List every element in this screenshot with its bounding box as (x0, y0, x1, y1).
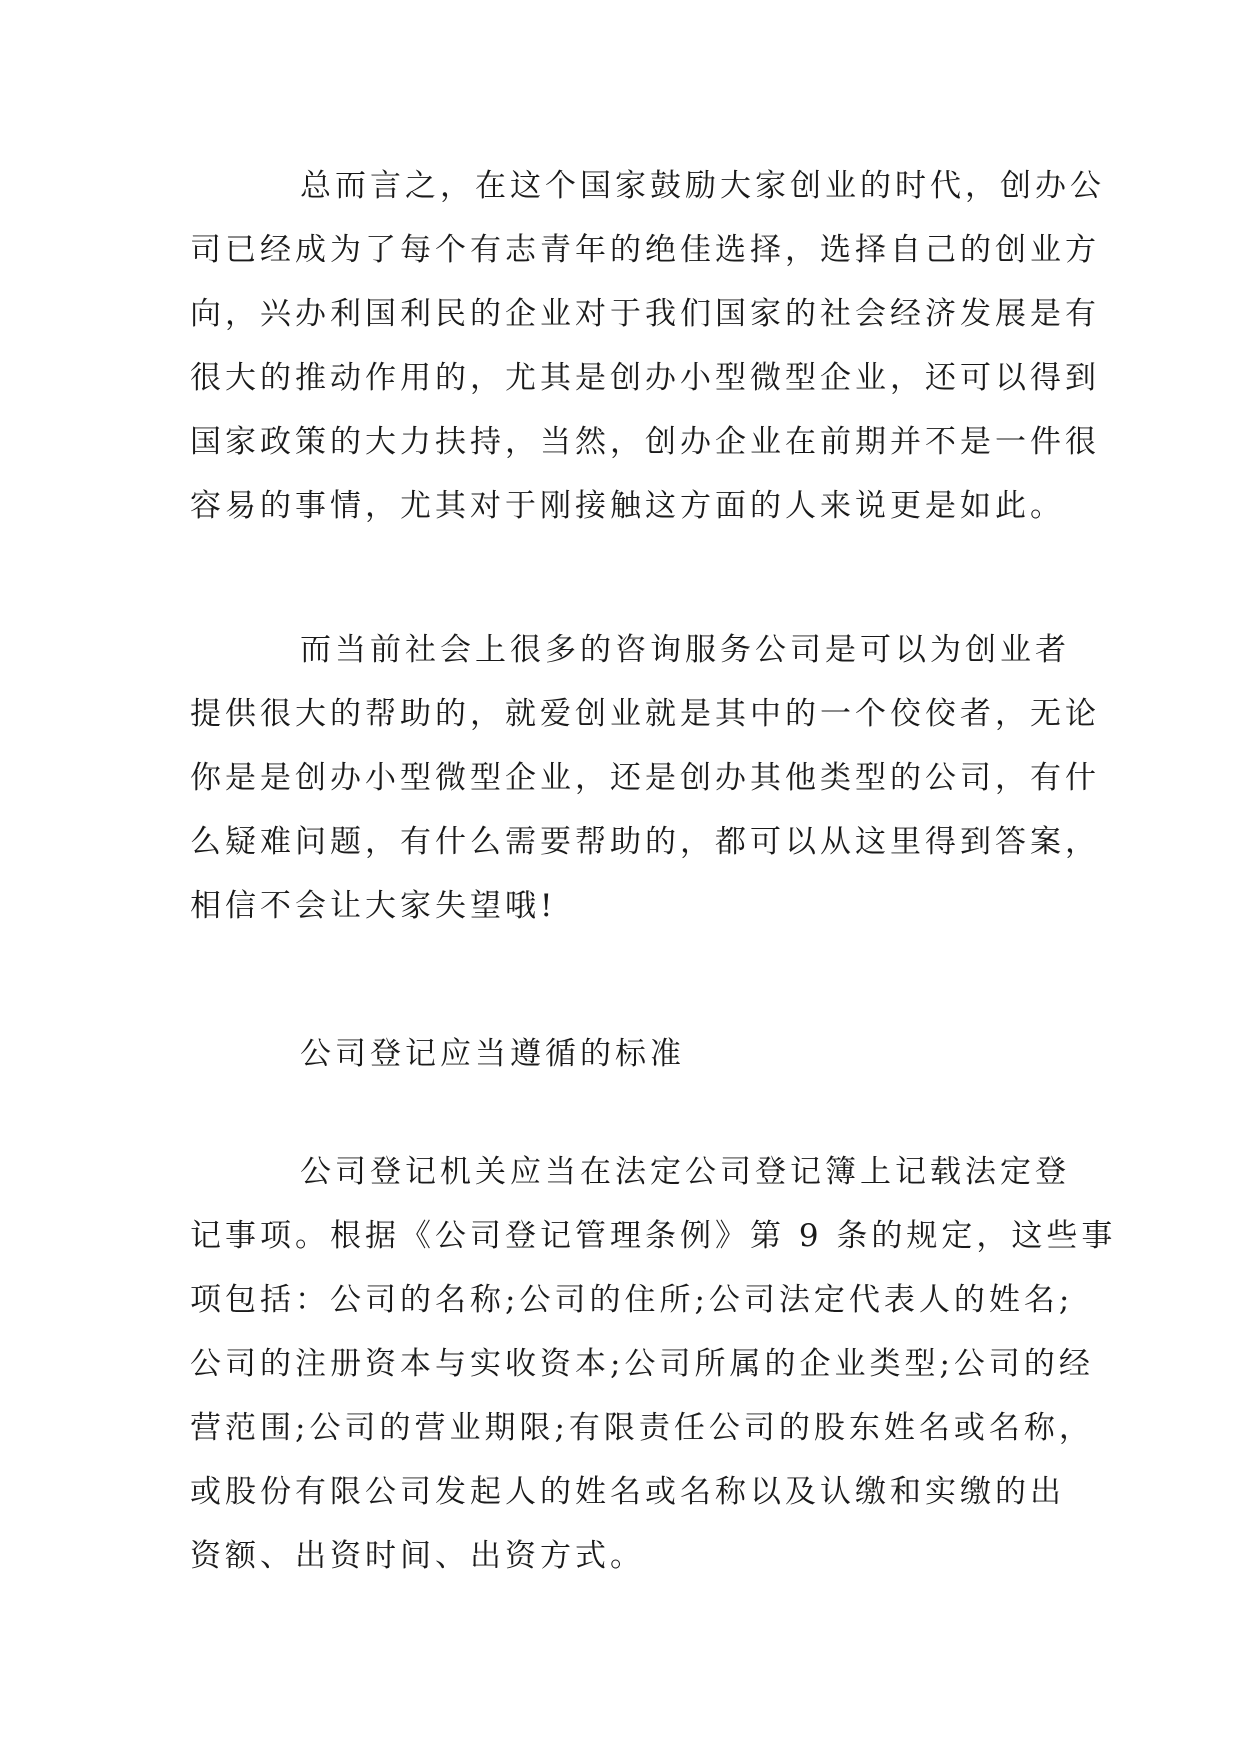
paragraph-line: 司已经成为了每个有志青年的绝佳选择，选择自己的创业方 (190, 232, 1100, 268)
paragraph-line: 很大的推动作用的，尤其是创办小型微型企业，还可以得到 (190, 360, 1100, 396)
paragraph-line: 公司登记机关应当在法定公司登记簿上记载法定登 (300, 1154, 1070, 1190)
paragraph-line: 公司的注册资本与实收资本;公司所属的企业类型;公司的经 (190, 1346, 1094, 1382)
paragraph-registration-items (190, 1140, 1117, 1588)
paragraph-consulting-services (190, 618, 1100, 938)
paragraph-line: 而当前社会上很多的咨询服务公司是可以为创业者 (300, 632, 1070, 668)
paragraph-line: 项包括：公司的名称;公司的住所;公司法定代表人的姓名; (190, 1282, 1074, 1318)
paragraph-line: 总而言之，在这个国家鼓励大家创业的时代，创办公 (300, 168, 1105, 204)
paragraph-line: 向，兴办利国利民的企业对于我们国家的社会经济发展是有 (190, 296, 1100, 332)
paragraph-line: 你是是创办小型微型企业，还是创办其他类型的公司，有什 (190, 760, 1100, 796)
paragraph-line: 记事项。根据《公司登记管理条例》第 9 条的规定，这些事 (190, 1218, 1117, 1254)
paragraph-line: 么疑难问题，有什么需要帮助的，都可以从这里得到答案， (190, 824, 1100, 860)
paragraph-line: 资额、出资时间、出资方式。 (190, 1538, 645, 1574)
paragraph-line: 容易的事情，尤其对于刚接触这方面的人来说更是如此。 (190, 488, 1065, 524)
paragraph-line: 提供很大的帮助的，就爱创业就是其中的一个佼佼者，无论 (190, 696, 1100, 732)
paragraph-line: 或股份有限公司发起人的姓名或名称以及认缴和实缴的出 (190, 1474, 1065, 1510)
paragraph-line: 相信不会让大家失望哦! (190, 888, 557, 924)
paragraph-line: 营范围;公司的营业期限;有限责任公司的股东姓名或名称， (190, 1410, 1094, 1446)
paragraph-entrepreneurship-summary (190, 154, 1105, 538)
paragraph-line: 国家政策的大力扶持，当然，创办企业在前期并不是一件很 (190, 424, 1100, 460)
section-heading: 公司登记应当遵循的标准 (300, 1036, 685, 1072)
